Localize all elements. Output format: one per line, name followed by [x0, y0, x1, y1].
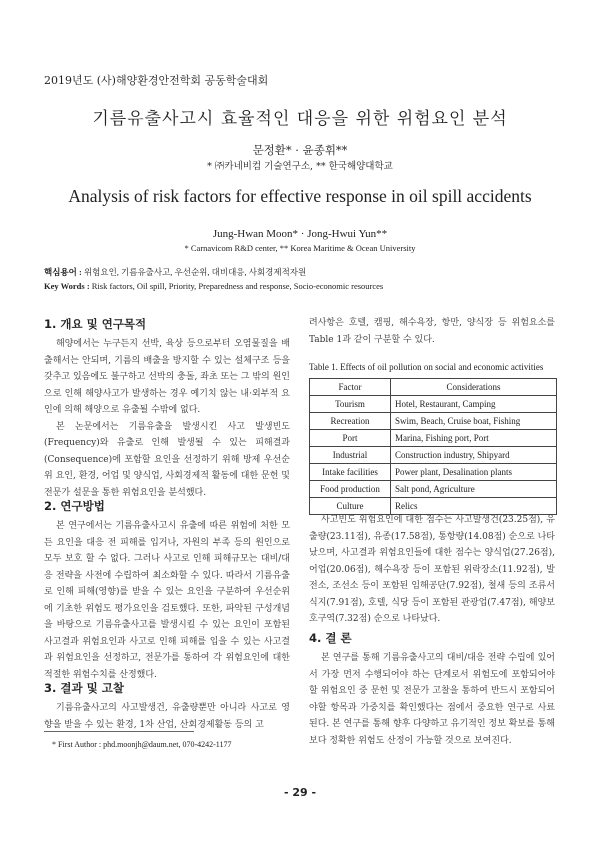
table-row [310, 481, 557, 498]
table-cell: Marina, Fishing port, Port [391, 430, 557, 447]
table-1 [309, 378, 557, 515]
section-1-paragraph: 본 논문에서는 기름유출을 발생시킨 사고 발생빈도(Frequency)와 유출로 인해 발생될 수 있는 피해결과(Consequence)에 포함할 요인을 선정하기 위해 방제 우선순위 요인, 환경, 어업 및 양식업, 사회경제적 활동에 대한 문헌 및 전문가 설문을 통한 위험요인을 분석했다. [44, 421, 290, 498]
korean-title: 기름유출사고시 효율적인 대응을 위한 위험요인 분석 [92, 109, 508, 129]
table-row [310, 430, 557, 447]
table-cell: Relics [391, 498, 557, 515]
section-3-paragraph: 기름유출사고의 사고발생건, 유출량뿐만 아니라 사고로 영향을 받을 수 있는 환경, 1차 산업, 산회경제활동 등의 고 [44, 703, 290, 730]
left-column-3 [44, 680, 290, 733]
english-keywords-text: Risk factors, Oil spill, Priority, Preparedness and response, Socio-economic resources [91, 281, 384, 291]
table-cell: Culture [310, 498, 391, 515]
table-cell: Construction industry, Shipyard [391, 447, 557, 464]
korean-keywords-label: 핵심용어 : [44, 267, 82, 277]
table-cell: Intake facilities [310, 464, 391, 481]
table-cell: Salt pond, Agriculture [391, 481, 557, 498]
right-column-results [309, 512, 555, 628]
section-1-body [44, 336, 290, 501]
section-4-body [309, 650, 555, 749]
korean-authors: 문정환* · 윤종휘** [252, 143, 348, 157]
table-header-cell: Factor [310, 379, 391, 396]
table-row [310, 464, 557, 481]
table-cell: Recreation [310, 413, 391, 430]
table-cell: Swim, Beach, Cruise boat, Fishing [391, 413, 557, 430]
section-4-paragraph: 본 연구를 통해 기름유출사고의 대비/대응 전략 수립에 있어서 가장 먼저 수행되어야 하는 단계로서 위험도에 포함되어야 할 위험요인 중 문헌 및 전문가 고찰을 통하여 반드시 포함되어야할 항목과 가중치를 확인했다는 점에서 중요한 연구로 사료된다. 본 연구를 통해 향후 다양하고 유기적인 정보 확보를 통해 보다 정확한 위험도 산정이 가능할 것으로 보여진다. [309, 653, 555, 746]
table-row [310, 396, 557, 413]
left-column-2 [44, 498, 290, 683]
right-column-conclusion [309, 630, 555, 749]
english-keywords-label: Key Words : [44, 281, 90, 291]
table-cell: Hotel, Restaurant, Camping [391, 396, 557, 413]
english-affiliation: * Carnavicom R&D center, ** Korea Maritime & Ocean University [184, 243, 416, 253]
table-cell: Tourism [310, 396, 391, 413]
section-1-title: 1. 개요 및 연구목적 [44, 317, 147, 331]
table-cell: Port [310, 430, 391, 447]
right-paragraph: 려사항은 호텔, 캠핑, 해수욕장, 항만, 양식장 등 위험요소를 Table 1과 같이 구분할 수 있다. [309, 318, 555, 345]
english-authors: Jung-Hwan Moon* · Jong-Hwui Yun** [212, 228, 388, 240]
footnote: * First Author : phd.moonjh@daum.net, 070-4242-1177 [52, 740, 232, 749]
english-title: Analysis of risk factors for effective response in oil spill accidents [68, 186, 532, 206]
right-paragraph: 사고빈도 위험요인에 대한 점수는 사고발생건(23.25점), 유출량(23.11점), 유종(17.58점), 통항량(14.08점) 순으로 나타났으며, 사고결과 위험요인들에 대한 점수는 양식업(27.26점), 어업(20.06점), 해수욕장 등이 포함된 위락장소(11.92점), 발전소, 조선소 등이 포함된 임해공단(7.92점), 철새 등의 조류서식지(7.91점), 호텔, 식당 등이 포함된 관광업(7.47점), 해양보호구역(7.32점) 순으로 나타났다. [309, 515, 555, 624]
section-1-paragraph: 해양에서는 누구든지 선박, 육상 등으로부터 오염물질을 배출해서는 안되며, 기름의 배출을 방지할 수 있는 설체구조 등을 갖추고 있음에도 불구하고 선박의 충돌, 좌초 또는 그 밖의 원인으로 인해 해양사고가 발생하는 경우 예기치 않는 내·외부적 요인에 의해 해양으로 유출될 수밖에 없다. [44, 339, 290, 415]
korean-keywords-text: 위험요인, 기름유출사고, 우선순위, 대비대응, 사회경제적자원 [83, 267, 307, 277]
page-number: - 29 - [283, 786, 317, 799]
table-row [310, 413, 557, 430]
section-3-body [44, 700, 290, 733]
table-header-row [310, 379, 557, 396]
korean-affiliation: * ㈜카네비컴 기술연구소, ** 한국해양대학교 [207, 161, 393, 172]
korean-keywords [44, 266, 306, 278]
section-2-title: 2. 연구방법 [44, 499, 105, 513]
left-column [44, 316, 290, 501]
section-4-title: 4. 결 론 [309, 631, 352, 645]
conference-header: 2019년도 (사)해양환경안전학회 공동학술대회 [44, 74, 269, 87]
section-2-paragraph: 본 연구에서는 기름유출사고시 유출에 따른 위험에 처한 모든 요인을 대응 전 피해를 입거나, 자원의 부족 등의 원인으로 모두 보호 할 수 없다. 그러나 사고로 인해 피해규모는 대비/대응 전략을 사전에 수립하여 최소화할 수 있다. 따라서 기름유출로 인해 피해(영향)를 받을 수 있는 요인을 구분하여 우선순위에 기초한 위험도 평가요인을 검토했다. 또한, 파악된 구성개념을 바탕으로 기름유출사고를 발생시킬 수 있는 요인이 포함된 사고결과 위험요인과 사고로 인해 피해를 입을 수 있는 사고결과 위험요인을 선정하고, 전문가를 통하여 각 위험요인에 대한 적절한 위험수치를 산정했다. [44, 521, 290, 680]
table-1-caption: Table 1. Effects of oil pollution on social and economic activities [309, 362, 544, 372]
table-header-cell: Considerations [391, 379, 557, 396]
section-2-body [44, 518, 290, 683]
table-cell: Power plant, Desalination plants [391, 464, 557, 481]
table-cell: Food production [310, 481, 391, 498]
section-3-title: 3. 결과 및 고찰 [44, 681, 124, 695]
table-cell: Industrial [310, 447, 391, 464]
english-keywords [44, 281, 383, 291]
table-row [310, 447, 557, 464]
footnote-rule [44, 731, 194, 732]
right-column-intro [309, 315, 555, 348]
